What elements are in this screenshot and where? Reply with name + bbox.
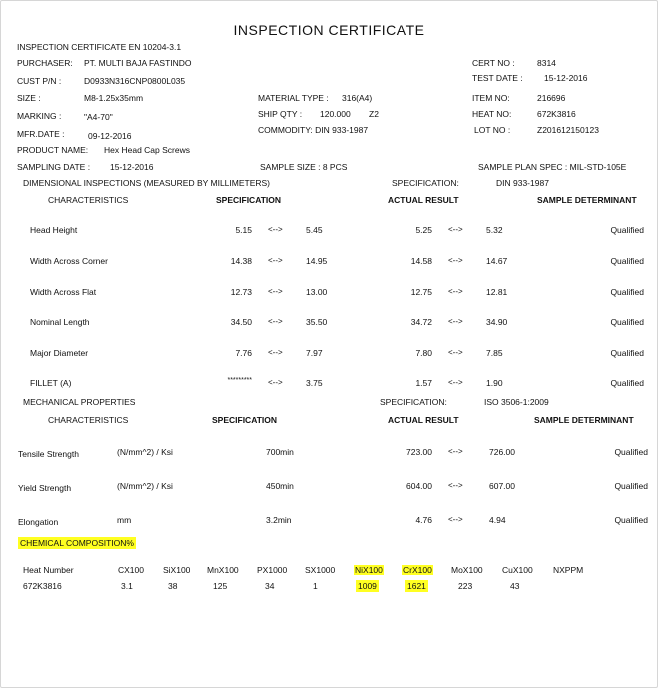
mech-row-act-min: 4.76 xyxy=(415,515,432,525)
mfr-date-label: MFR.DATE : xyxy=(17,129,65,139)
purchaser-value: PT. MULTI BAJA FASTINDO xyxy=(84,58,192,68)
dim-row-result: Qualified xyxy=(610,225,644,235)
mech-row-arrow: <--> xyxy=(448,515,463,524)
chem-val-si: 38 xyxy=(168,581,178,591)
dimensional-spec-label: SPECIFICATION: xyxy=(392,178,459,188)
mech-col-specification: SPECIFICATION xyxy=(212,415,278,425)
dim-row-arrow: <--> xyxy=(268,378,283,387)
dim-row-arrow2: <--> xyxy=(448,317,463,326)
chemical-heading: CHEMICAL COMPOSITION% xyxy=(20,538,134,548)
cert-no-label: CERT NO : xyxy=(472,58,515,68)
cust-pn-label: CUST P/N : xyxy=(17,76,62,86)
dim-row-spec-min: 14.38 xyxy=(230,256,252,266)
dim-col-determinant: SAMPLE DETERMINANT xyxy=(537,195,637,205)
dim-row-result: Qualified xyxy=(610,287,644,297)
dim-row-spec-min: 12.73 xyxy=(230,287,252,297)
dim-row-name: Major Diameter xyxy=(30,348,89,358)
dim-col-characteristics: CHARACTERISTICS xyxy=(48,195,129,205)
dim-row-arrow: <--> xyxy=(268,225,283,234)
commodity-text: COMMODITY: DIN 933-1987 xyxy=(258,125,369,135)
material-type-value: 316(A4) xyxy=(342,93,373,103)
mech-col-actual: ACTUAL RESULT xyxy=(388,415,459,425)
dim-row-name: Width Across Corner xyxy=(30,256,108,266)
dim-row-act-max: 34.90 xyxy=(486,317,508,327)
mech-row-act-min: 723.00 xyxy=(406,447,432,457)
sample-plan-text: SAMPLE PLAN SPEC : MIL-STD-105E xyxy=(478,162,627,172)
chem-val-c: 3.1 xyxy=(121,581,133,591)
size-value: M8-1.25x35mm xyxy=(84,93,144,103)
dim-row-act-max: 5.32 xyxy=(486,225,503,235)
chem-val-heat-number: 672K3816 xyxy=(23,581,62,591)
dim-row-spec-max: 14.95 xyxy=(306,256,328,266)
dim-row-act-min: 14.58 xyxy=(410,256,432,266)
dim-row-act-min: 34.72 xyxy=(410,317,432,327)
mechanical-spec-value: ISO 3506-1:2009 xyxy=(484,397,549,407)
dimensional-heading: DIMENSIONAL INSPECTIONS (MEASURED BY MILLIMETERS) xyxy=(23,178,271,188)
mech-row-act-max: 607.00 xyxy=(489,481,515,491)
dim-row-act-max: 1.90 xyxy=(486,378,503,388)
chem-val-cu: 43 xyxy=(510,581,520,591)
marking-value: "A4-70" xyxy=(84,112,113,122)
mech-col-characteristics: CHARACTERISTICS xyxy=(48,415,129,425)
mech-row-name: Elongation xyxy=(18,517,59,527)
mech-row-unit: mm xyxy=(117,515,132,525)
dim-row-spec-min: ********* xyxy=(227,377,252,384)
ship-qty-label: SHIP QTY : xyxy=(258,109,303,119)
dim-row-name: FILLET (A) xyxy=(30,378,72,388)
dim-row-spec-max: 35.50 xyxy=(306,317,328,327)
dim-row-act-max: 7.85 xyxy=(486,348,503,358)
ship-qty-value: 120.000 xyxy=(320,109,351,119)
dim-row-name: Width Across Flat xyxy=(30,287,97,297)
heat-no-label: HEAT NO: xyxy=(472,109,512,119)
chem-val-ni: 1009 xyxy=(358,581,377,591)
dim-row-arrow2: <--> xyxy=(448,287,463,296)
item-no-value: 216696 xyxy=(537,93,566,103)
test-date-label: TEST DATE : xyxy=(472,73,523,83)
dim-row-act-min: 5.25 xyxy=(415,225,432,235)
mech-row-act-max: 4.94 xyxy=(489,515,506,525)
mech-row-spec: 700min xyxy=(266,447,294,457)
dim-row-act-min: 1.57 xyxy=(415,378,432,388)
dim-row-name: Head Height xyxy=(30,225,78,235)
product-name-value: Hex Head Cap Screws xyxy=(104,145,190,155)
dim-row-arrow2: <--> xyxy=(448,378,463,387)
dim-col-specification: SPECIFICATION xyxy=(216,195,282,205)
dim-row-spec-max: 5.45 xyxy=(306,225,323,235)
chem-col-mn: MnX100 xyxy=(207,565,239,575)
dim-row-arrow: <--> xyxy=(268,256,283,265)
mech-col-determinant: SAMPLE DETERMINANT xyxy=(534,415,634,425)
mech-row-result: Qualified xyxy=(614,515,648,525)
size-label: SIZE : xyxy=(17,93,41,103)
dim-row-result: Qualified xyxy=(610,317,644,327)
mech-row-spec: 450min xyxy=(266,481,294,491)
purchaser-label: PURCHASER: xyxy=(17,58,73,68)
product-name-label: PRODUCT NAME: xyxy=(17,145,89,155)
mech-row-spec: 3.2min xyxy=(266,515,292,525)
chem-val-s: 1 xyxy=(313,581,318,591)
mech-row-arrow: <--> xyxy=(448,447,463,456)
heat-no-value: 672K3816 xyxy=(537,109,576,119)
dim-row-result: Qualified xyxy=(610,256,644,266)
dim-row-spec-max: 7.97 xyxy=(306,348,323,358)
cert-no-value: 8314 xyxy=(537,58,556,68)
chem-val-cr: 1621 xyxy=(407,581,426,591)
mech-row-result: Qualified xyxy=(614,481,648,491)
dim-row-arrow: <--> xyxy=(268,348,283,357)
dim-row-spec-min: 34.50 xyxy=(230,317,252,327)
mfr-date-value: 09-12-2016 xyxy=(88,131,132,141)
dim-row-spec-max: 13.00 xyxy=(306,287,328,297)
chem-col-cu: CuX100 xyxy=(502,565,533,575)
material-type-label: MATERIAL TYPE : xyxy=(258,93,329,103)
sampling-date-value: 15-12-2016 xyxy=(110,162,154,172)
mech-row-act-min: 604.00 xyxy=(406,481,432,491)
dim-row-arrow2: <--> xyxy=(448,256,463,265)
mech-row-act-max: 726.00 xyxy=(489,447,515,457)
mechanical-heading: MECHANICAL PROPERTIES xyxy=(23,397,136,407)
dim-row-spec-min: 7.76 xyxy=(235,348,252,358)
dim-row-arrow: <--> xyxy=(268,287,283,296)
chem-col-si: SiX100 xyxy=(163,565,191,575)
dimensional-spec-value: DIN 933-1987 xyxy=(496,178,549,188)
lot-no-label: LOT NO : xyxy=(474,125,511,135)
mech-row-unit: (N/mm^2) / Ksi xyxy=(117,481,173,491)
dim-row-arrow2: <--> xyxy=(448,225,463,234)
sample-size-text: SAMPLE SIZE : 8 PCS xyxy=(260,162,348,172)
dim-row-act-min: 7.80 xyxy=(415,348,432,358)
dim-row-arrow2: <--> xyxy=(448,348,463,357)
dim-row-arrow: <--> xyxy=(268,317,283,326)
chem-col-heat-number: Heat Number xyxy=(23,565,74,575)
chem-col-cr: CrX100 xyxy=(403,565,432,575)
ship-qty-extra: Z2 xyxy=(369,109,379,119)
mech-row-arrow: <--> xyxy=(448,481,463,490)
chem-col-mo: MoX100 xyxy=(451,565,483,575)
dim-row-act-max: 12.81 xyxy=(486,287,508,297)
dim-col-actual: ACTUAL RESULT xyxy=(388,195,459,205)
chem-col-c: CX100 xyxy=(118,565,144,575)
chem-col-ni: NiX100 xyxy=(355,565,383,575)
dim-row-act-min: 12.75 xyxy=(410,287,432,297)
test-date-value: 15-12-2016 xyxy=(544,73,588,83)
certificate-title: INSPECTION CERTIFICATE xyxy=(233,22,425,38)
mech-row-unit: (N/mm^2) / Ksi xyxy=(117,447,173,457)
dim-row-act-max: 14.67 xyxy=(486,256,508,266)
dim-row-spec-max: 3.75 xyxy=(306,378,323,388)
dim-row-result: Qualified xyxy=(610,378,644,388)
chem-val-mo: 223 xyxy=(458,581,473,591)
lot-no-value: Z201612150123 xyxy=(537,125,599,135)
sampling-date-label: SAMPLING DATE : xyxy=(17,162,91,172)
chem-val-mn: 125 xyxy=(213,581,228,591)
dim-row-result: Qualified xyxy=(610,348,644,358)
mech-row-name: Tensile Strength xyxy=(18,449,79,459)
mech-row-name: Yield Strength xyxy=(18,483,72,493)
item-no-label: ITEM NO: xyxy=(472,93,510,103)
chem-col-s: SX1000 xyxy=(305,565,336,575)
chem-col-p: PX1000 xyxy=(257,565,288,575)
chem-col-n: NXPPM xyxy=(553,565,584,575)
chem-val-p: 34 xyxy=(265,581,275,591)
mech-row-result: Qualified xyxy=(614,447,648,457)
marking-label: MARKING : xyxy=(17,111,62,121)
standard-text: INSPECTION CERTIFICATE EN 10204-3.1 xyxy=(17,42,182,52)
cust-pn-value: D0933N316CNP0800L035 xyxy=(84,76,186,86)
mechanical-spec-label: SPECIFICATION: xyxy=(380,397,447,407)
dim-row-spec-min: 5.15 xyxy=(235,225,252,235)
dim-row-name: Nominal Length xyxy=(30,317,90,327)
